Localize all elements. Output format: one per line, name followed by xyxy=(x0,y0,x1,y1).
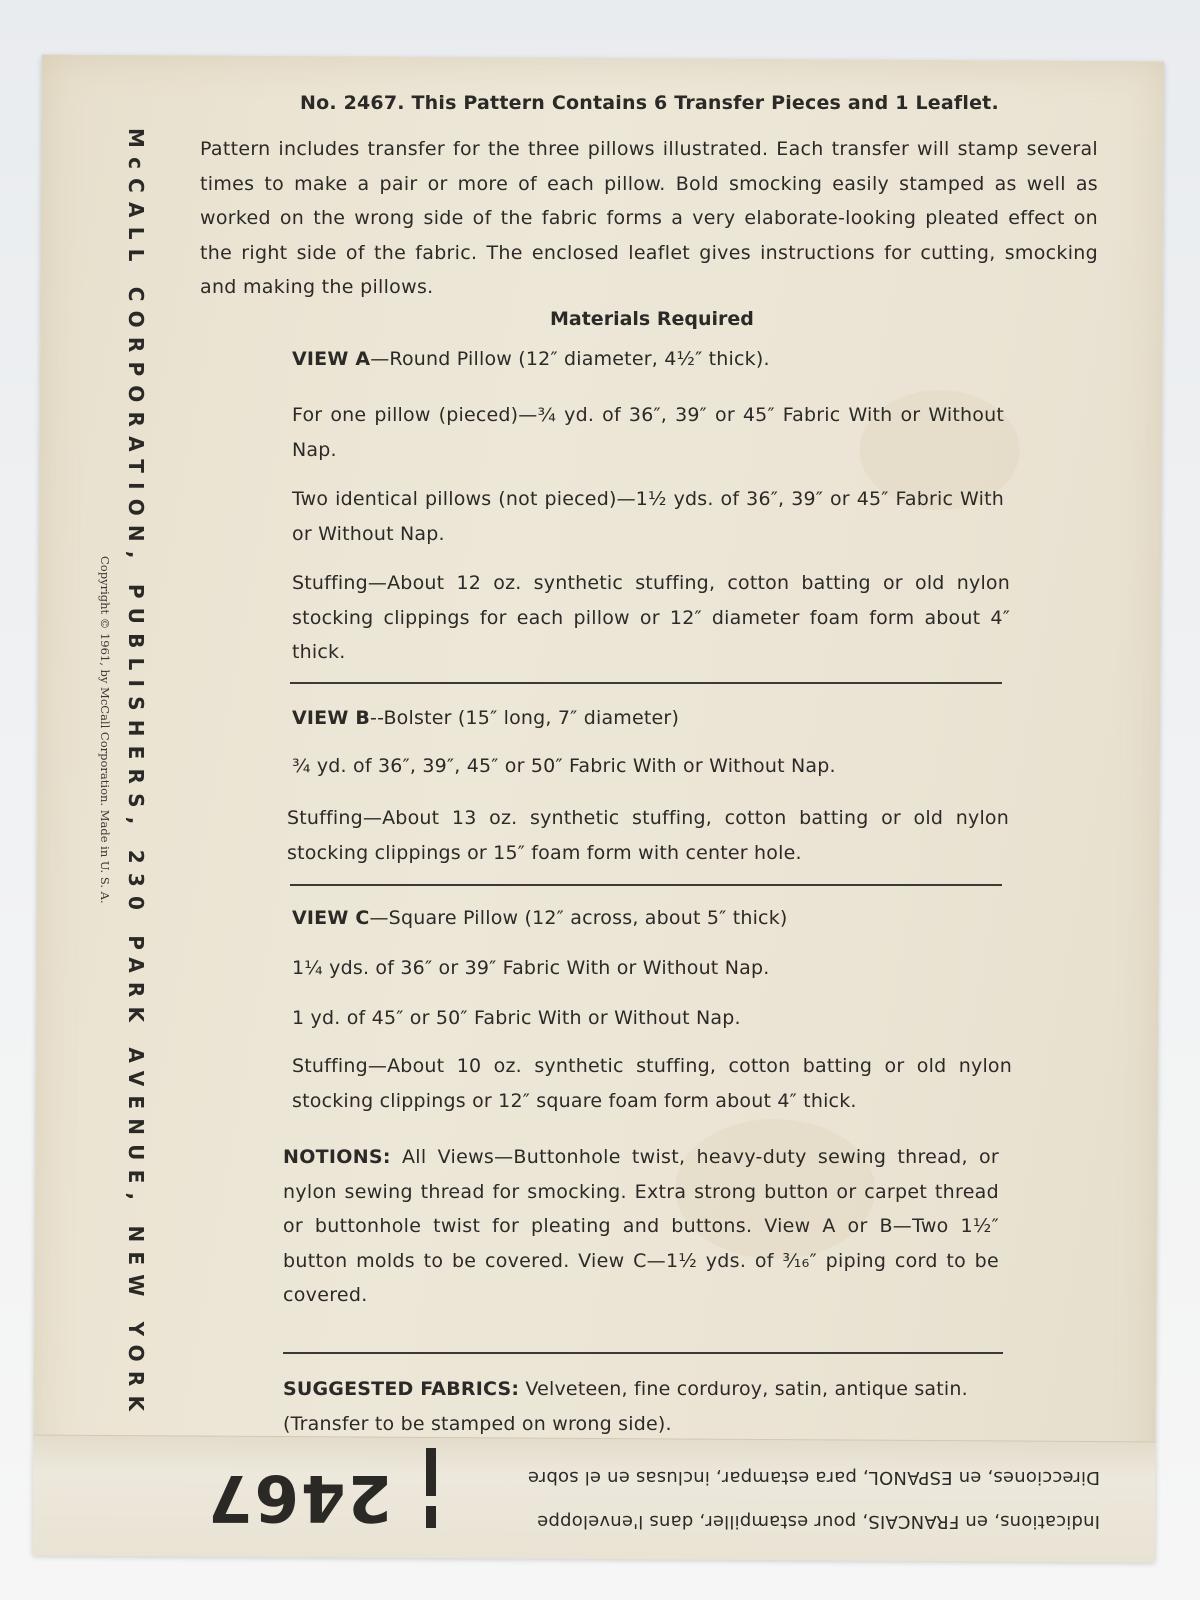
notions-text: All Views—Buttonhole twist, heavy-duty sewing thread, or nylon sewing thread for smocking. Extra strong button or carpet thread or buttonhole twist for pleating and buttons. View A or B—Two 1½″ button molds to be covered. View C—1½ yds. of ³⁄₁₆″ piping cord to be covered. xyxy=(283,1146,999,1306)
divider-rule xyxy=(283,1352,1003,1354)
view-a-description: —Round Pillow (12″ diameter, 4½″ thick). xyxy=(370,348,770,370)
view-b-title xyxy=(292,701,1010,736)
divider-rule xyxy=(290,884,1002,886)
view-a-stuffing: Stuffing—About 12 oz. synthetic stuffing, cotton batting or old nylon stocking clippings for each pillow or 12″ diameter foam form about 4″ thick. xyxy=(292,572,1010,663)
view-b-fabric: ¾ yd. of 36″, 39″, 45″ or 50″ Fabric With or Without Nap. xyxy=(292,755,836,777)
view-a-two-pillows: Two identical pillows (not pieced)—1½ yds. of 36″, 39″ or 45″ Fabric With or Without Nap. xyxy=(292,488,1004,545)
divider-rule xyxy=(290,682,1002,684)
view-c-label: VIEW C xyxy=(292,907,370,929)
view-c-title xyxy=(292,901,1010,936)
notions-section xyxy=(283,1140,999,1313)
view-c-stuffing: Stuffing—About 10 oz. synthetic stuffing, cotton batting or old nylon stocking clippings or 12″ square foam form about 4″ thick. xyxy=(292,1055,1012,1112)
spanish-instructions-note: Direcciones, en ESPANOL, para estampar, inclusas en el sobre xyxy=(527,1467,1100,1488)
copyright-notice: Copyright © 1961, by McCall Corporation. Made in U. S. A. xyxy=(98,556,112,904)
view-b-description: --Bolster (15″ long, 7″ diameter) xyxy=(370,707,680,729)
view-b-label: VIEW B xyxy=(292,707,371,729)
view-a-title xyxy=(292,342,1010,377)
materials-required-title: Materials Required xyxy=(550,308,754,330)
notions-label: NOTIONS: xyxy=(283,1146,391,1168)
flap-marker-bar xyxy=(426,1448,436,1496)
suggested-fabrics-text: Velveteen, fine corduroy, satin, antique satin. (Transfer to be stamped on wrong side). xyxy=(283,1378,968,1435)
envelope-flap-upside-down xyxy=(205,1428,1100,1538)
spine-publisher-text: McCALL CORPORATION, PUBLISHERS, 230 PARK AVENUE, NEW YORK xyxy=(124,128,148,1421)
view-b-stuffing: Stuffing—About 13 oz. synthetic stuffing, cotton batting or old nylon stocking clippings or 15″ foam form with center hole. xyxy=(287,807,1009,864)
suggested-fabrics-label: SUGGESTED FABRICS: xyxy=(283,1378,520,1400)
pattern-number-large: 2467 xyxy=(205,1460,392,1534)
view-c-fabric-narrow: 1¼ yds. of 36″ or 39″ Fabric With or Without Nap. xyxy=(292,957,770,979)
pattern-description: Pattern includes transfer for the three pillows illustrated. Each transfer will stamp several times to make a pair or more of each pillow. Bold smocking easily stamped as well as worked on the wrong side of the fabric forms a very elaborate-looking pleated effect on the right side of the fabric. The enclosed leaflet gives instructions for cutting, smocking and making the pillows. xyxy=(200,138,1098,298)
french-instructions-note: Indications, en FRANCAIS, pour estampiller, dans l'enveloppe xyxy=(537,1511,1100,1532)
view-a-one-pillow: For one pillow (pieced)—¾ yd. of 36″, 39″ or 45″ Fabric With or Without Nap. xyxy=(292,404,1004,461)
pattern-heading: No. 2467. This Pattern Contains 6 Transfer Pieces and 1 Leaflet. xyxy=(300,92,999,114)
view-a-label: VIEW A xyxy=(292,348,371,370)
flap-marker-bar xyxy=(426,1506,436,1528)
view-c-fabric-wide: 1 yd. of 45″ or 50″ Fabric With or Without Nap. xyxy=(292,1007,741,1029)
view-c-description: —Square Pillow (12″ across, about 5″ thick) xyxy=(369,907,788,929)
